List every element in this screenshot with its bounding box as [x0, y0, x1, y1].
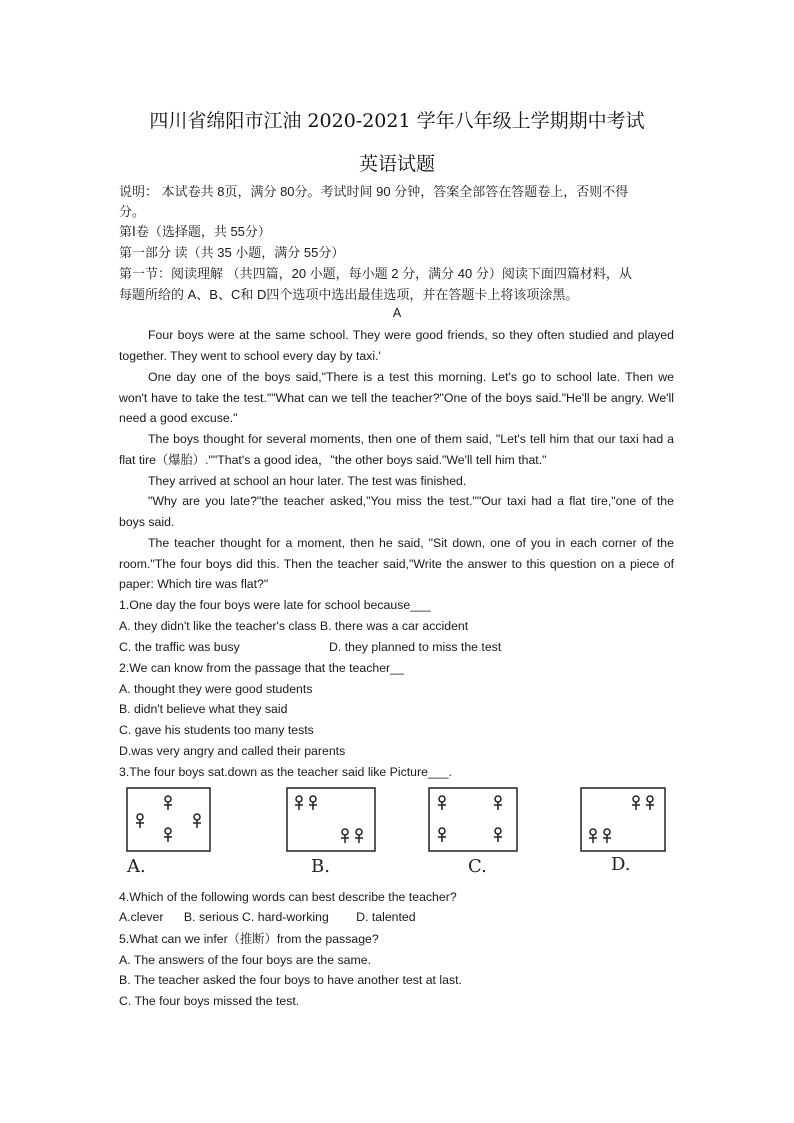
- picture-b-label: B.: [311, 856, 330, 877]
- person-icon: [164, 796, 172, 810]
- person-icon: [494, 796, 502, 810]
- page-title: 四川省绵阳市江油 2020-2021 学年八年级上学期期中考试: [149, 110, 645, 132]
- picture-a-label: A.: [127, 856, 146, 877]
- picture-c: [426, 784, 526, 876]
- person-icon: [136, 814, 144, 828]
- question-4-options: A.clever B. serious C. hard-working D. talented: [119, 910, 416, 924]
- passage-paragraph: The boys thought for several moments, then one of them said, "Let's tell him that our taxi had a flat tire（爆胎）.""That's a good idea，"the other boys said."We'll tell him that.": [119, 432, 674, 467]
- part-heading: 第一部分 读（共 35 小题，满分 55分）: [119, 245, 345, 260]
- question-4-stem: 4.Which of the following words can best describe the teacher?: [119, 890, 457, 904]
- picture-c-diagram: [426, 784, 526, 876]
- question-5-stem: 5.What can we infer（推断）from the passage?: [119, 932, 379, 946]
- section-instructions-2: 每题所给的 A、B、C和 D四个选项中选出最佳选项，并在答题卡上将该项涂黑。: [119, 287, 579, 302]
- instructions-line-2: 分。: [119, 204, 146, 219]
- picture-d-label: D.: [611, 854, 631, 875]
- section-instructions-1: 第一节：阅读理解 （共四篇，20 小题，每小题 2 分，满分 40 分）阅读下面四篇材料，从: [119, 266, 632, 281]
- question-2-option-d: D.was very angry and called their parents: [119, 744, 346, 758]
- instructions-line-1: 说明： 本试卷共 8页，满分 80分。考试时间 90 分钟，答案全部答在答题卷上，否则不得: [119, 184, 629, 199]
- person-icon: [355, 829, 363, 843]
- person-icon: [309, 796, 317, 810]
- passage-paragraph: Four boys were at the same school. They were good friends, so they often studied and played together. They went to school every day by taxi.': [119, 328, 674, 363]
- person-icon: [438, 828, 446, 842]
- picture-a: [118, 784, 218, 876]
- picture-d-diagram: [578, 784, 678, 876]
- volume-heading: 第Ⅰ卷（选择题，共 55分）: [119, 224, 271, 239]
- question-1-option-c: C. the traffic was busy: [119, 640, 240, 654]
- person-icon: [438, 796, 446, 810]
- passage-paragraph: They arrived at school an hour later. The test was finished.: [148, 474, 467, 488]
- page-subtitle: 英语试题: [358, 153, 435, 175]
- picture-b-diagram: [284, 784, 384, 876]
- person-icon: [589, 829, 597, 843]
- picture-d: [578, 784, 678, 876]
- passage-paragraph: The teacher thought for a moment, then he said, "Sit down, one of you in each corner of the room."The four boys did this. Then the teacher said,"Write the answer to this question on a piece of paper: Which tire was flat?": [119, 536, 674, 592]
- question-2-option-a: A. thought they were good students: [119, 682, 313, 696]
- person-icon: [193, 814, 201, 828]
- person-icon: [494, 828, 502, 842]
- passage-label: A: [392, 306, 402, 320]
- passage-paragraph: One day one of the boys said,"There is a test this morning. Let's go to school late. Then we won't have to take the test.""What can we tell the teacher?"One of the boys said."He'll be angry. We'll need a good excuse.": [119, 370, 674, 426]
- picture-c-label: C.: [468, 856, 487, 877]
- passage-paragraph: "Why are you late?"the teacher asked,"You miss the test.""Our taxi had a flat tire,"one of the boys said.: [119, 494, 674, 529]
- question-3-stem: 3.The four boys sat.down as the teacher said like Picture___.: [119, 765, 452, 779]
- question-5-option-c: C. The four boys missed the test.: [119, 994, 300, 1008]
- person-icon: [295, 796, 303, 810]
- question-1-stem: 1.One day the four boys were late for school because___: [119, 598, 431, 612]
- question-1-options-ab: A. they didn't like the teacher's class B. there was a car accident: [119, 619, 469, 633]
- person-icon: [603, 829, 611, 843]
- question-2-stem: 2.We can know from the passage that the teacher__: [119, 661, 404, 675]
- picture-b: [284, 784, 384, 876]
- person-icon: [341, 829, 349, 843]
- question-5-option-a: A. The answers of the four boys are the same.: [119, 953, 371, 967]
- question-1-option-d: D. they planned to miss the test: [329, 640, 502, 654]
- question-5-option-b: B. The teacher asked the four boys to have another test at last.: [119, 973, 462, 987]
- person-icon: [632, 796, 640, 810]
- person-icon: [646, 796, 654, 810]
- question-2-option-c: C. gave his students too many tests: [119, 723, 314, 737]
- picture-a-diagram: [118, 784, 218, 876]
- question-2-option-b: B. didn't believe what they said: [119, 702, 288, 716]
- person-icon: [164, 828, 172, 842]
